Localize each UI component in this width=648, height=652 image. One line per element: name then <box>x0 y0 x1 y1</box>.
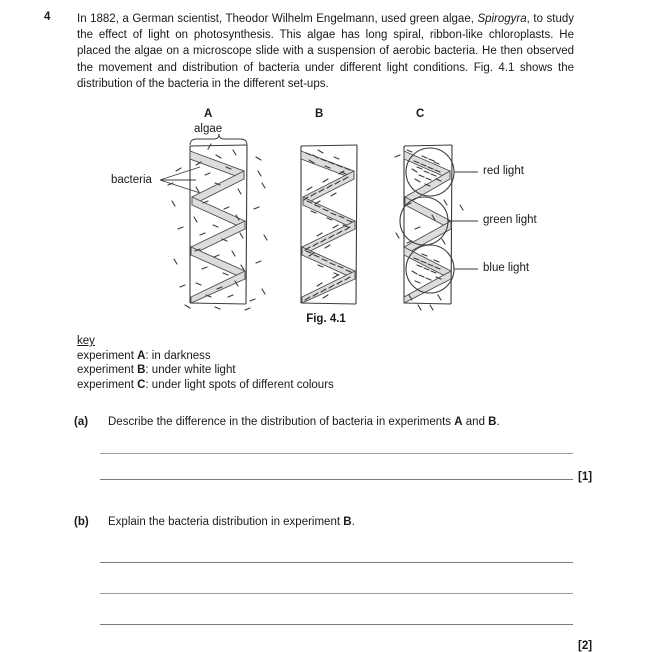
bacteria-label: bacteria <box>111 174 152 186</box>
stem-species-name: Spirogyra <box>477 13 527 25</box>
part-a-marks: [1] <box>578 471 593 483</box>
answer-line[interactable] <box>100 562 573 563</box>
key-entry-c: experiment C: under light spots of different colours <box>77 378 334 391</box>
answer-line[interactable] <box>100 453 573 454</box>
question-number: 4 <box>44 11 51 23</box>
panel-letter-b: B <box>315 108 324 120</box>
part-b-question: Explain the bacteria distribution in experiment B. <box>108 516 355 528</box>
red-light-label: red light <box>483 165 524 177</box>
part-a-question: Describe the difference in the distribution of bacteria in experiments A and B. <box>108 416 500 428</box>
part-b-letter: (b) <box>74 516 89 528</box>
figure-4-1 <box>0 105 648 320</box>
algae-bracket <box>190 134 247 145</box>
engelmann-experiment-diagram <box>0 105 648 320</box>
panel-c-filament <box>404 145 452 304</box>
key-entry-a: experiment A: in darkness <box>77 349 211 362</box>
key-title: key <box>77 335 95 347</box>
panel-a-filament <box>190 145 247 304</box>
green-light-label: green light <box>483 214 537 226</box>
stem-text-part1: In 1882, a German scientist, Theodor Wilhelm Engelmann, used green algae, <box>77 13 478 25</box>
figure-key <box>77 334 334 392</box>
stem-text-part2: , to study the effect of light on photosynthesis. This algae has long spiral, ribbon-like chloroplasts. He placed the algae on a microscope slide with a suspension of aerobic bacteria. He then observed the movement and distribution of bacteria under different light conditions. Fig. 4.1 shows the distribution of the bacteria in the different set-ups. <box>77 13 574 90</box>
part-b-marks: [2] <box>578 640 593 652</box>
part-a-letter: (a) <box>74 416 89 428</box>
answer-line[interactable] <box>100 624 573 625</box>
panel-letter-c: C <box>416 108 425 120</box>
panel-letter-a: A <box>204 108 213 120</box>
question-stem <box>77 11 574 92</box>
algae-label: algae <box>194 123 223 135</box>
figure-caption: Fig. 4.1 <box>306 313 346 325</box>
blue-light-label: blue light <box>483 262 530 274</box>
answer-line[interactable] <box>100 593 573 594</box>
bacteria-leader-line <box>160 167 200 193</box>
light-leader-lines <box>448 172 478 269</box>
key-entry-b: experiment B: under white light <box>77 364 236 377</box>
answer-line[interactable] <box>100 479 573 480</box>
